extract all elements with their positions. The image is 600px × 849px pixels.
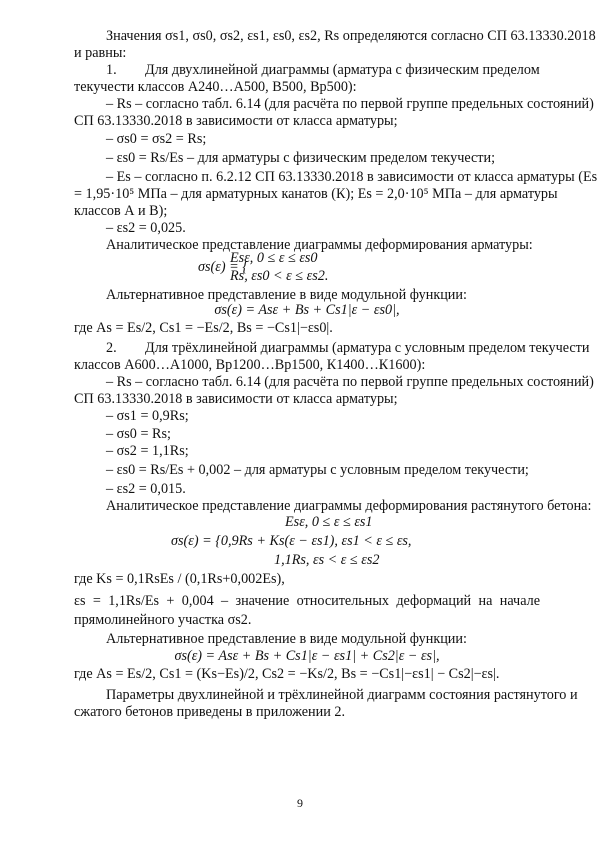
formula-line: σs(ε) = { xyxy=(198,259,248,275)
text-line: 1. Для двухлинейной диаграммы (арматура с физическим пределом xyxy=(106,62,540,78)
text-line: Параметры двухлинейной и трёхлинейной диаграмм состояния растянутого и xyxy=(106,687,578,703)
text-line: – εs0 = Rs/Es + 0,002 – для арматуры с условным пределом текучести; xyxy=(106,462,529,478)
text-line: Аналитическое представление диаграммы деформирования арматуры: xyxy=(106,237,533,253)
formula-line: Esε, 0 ≤ ε ≤ εs0 xyxy=(230,250,318,266)
text-line: – εs2 = 0,025. xyxy=(106,220,186,236)
text-line: текучести классов А240…А500, В500, Вр500): xyxy=(74,79,357,95)
text-line: – εs0 = Rs/Es – для арматуры с физическим пределом текучести; xyxy=(106,150,496,166)
text-line: – σs2 = 1,1Rs; xyxy=(106,443,189,459)
text-line: – σs1 = 0,9Rs; xyxy=(106,408,189,424)
text-line: 2. Для трёхлинейной диаграммы (арматура с условным пределом текучести xyxy=(106,340,590,356)
formula-line: σs(ε) = Asε + Bs + Cs1|ε − εs0|, xyxy=(214,302,400,318)
text-line: СП 63.13330.2018 в зависимости от класса арматуры; xyxy=(74,113,398,129)
page-number: 9 xyxy=(297,796,303,810)
text-line: – σs0 = Rs; xyxy=(106,426,171,442)
formula-line: σs(ε) = Asε + Bs + Cs1|ε − εs1| + Cs2|ε − εs|, xyxy=(174,648,440,664)
text-line: Значения σs1, σs0, σs2, εs1, εs0, εs2, Rs определяются согласно СП 63.13330.2018 xyxy=(106,28,596,44)
text-line: – εs2 = 0,015. xyxy=(106,481,186,497)
text-line: = 1,95·10⁵ МПа – для арматурных канатов (К); Es = 2,0·10⁵ МПа – для арматуры xyxy=(74,186,558,202)
formula-line: 1,1Rs, εs < ε ≤ εs2 xyxy=(274,552,380,568)
text-line: Аналитическое представление диаграммы деформирования растянутого бетона: xyxy=(106,498,592,514)
formula-line: σs(ε) = {0,9Rs + Ks(ε − εs1), εs1 < ε ≤ εs, xyxy=(171,533,412,549)
text-line: прямолинейного участка σs2. xyxy=(74,612,252,628)
text-line: – Rs – согласно табл. 6.14 (для расчёта по первой группе предельных состояний) xyxy=(106,374,594,390)
text-line: сжатого бетонов приведены в приложении 2. xyxy=(74,704,346,720)
text-line: Альтернативное представление в виде модульной функции: xyxy=(106,287,467,303)
text-line: где Ks = 0,1RsEs / (0,1Rs+0,002Es), xyxy=(74,571,285,587)
text-line: где As = Es/2, Cs1 = −Es/2, Bs = −Cs1|−εs0|. xyxy=(74,320,333,336)
text-line: Альтернативное представление в виде модульной функции: xyxy=(106,631,467,647)
text-line: где As = Es/2, Cs1 = (Ks−Es)/2, Cs2 = −Ks/2, Bs = −Cs1|−εs1| − Cs2|−εs|. xyxy=(74,666,500,682)
text-line: – Es – согласно п. 6.2.12 СП 63.13330.2018 в зависимости от класса арматуры (Es xyxy=(106,169,598,185)
text-line: СП 63.13330.2018 в зависимости от класса арматуры; xyxy=(74,391,398,407)
text-line: классов А600…А1000, Вр1200…Вр1500, К1400…К1600): xyxy=(74,357,426,373)
text-line: εs = 1,1Rs/Es + 0,004 – значение относительных деформаций на начале xyxy=(74,593,540,609)
text-line: – σs0 = σs2 = Rs; xyxy=(106,131,207,147)
formula-line: Esε, 0 ≤ ε ≤ εs1 xyxy=(285,514,373,530)
text-line: классов А и В); xyxy=(74,203,168,219)
text-line: и равны: xyxy=(74,45,127,61)
text-line: – Rs – согласно табл. 6.14 (для расчёта по первой группе предельных состояний) xyxy=(106,96,594,112)
formula-line: Rs, εs0 < ε ≤ εs2. xyxy=(230,268,329,284)
